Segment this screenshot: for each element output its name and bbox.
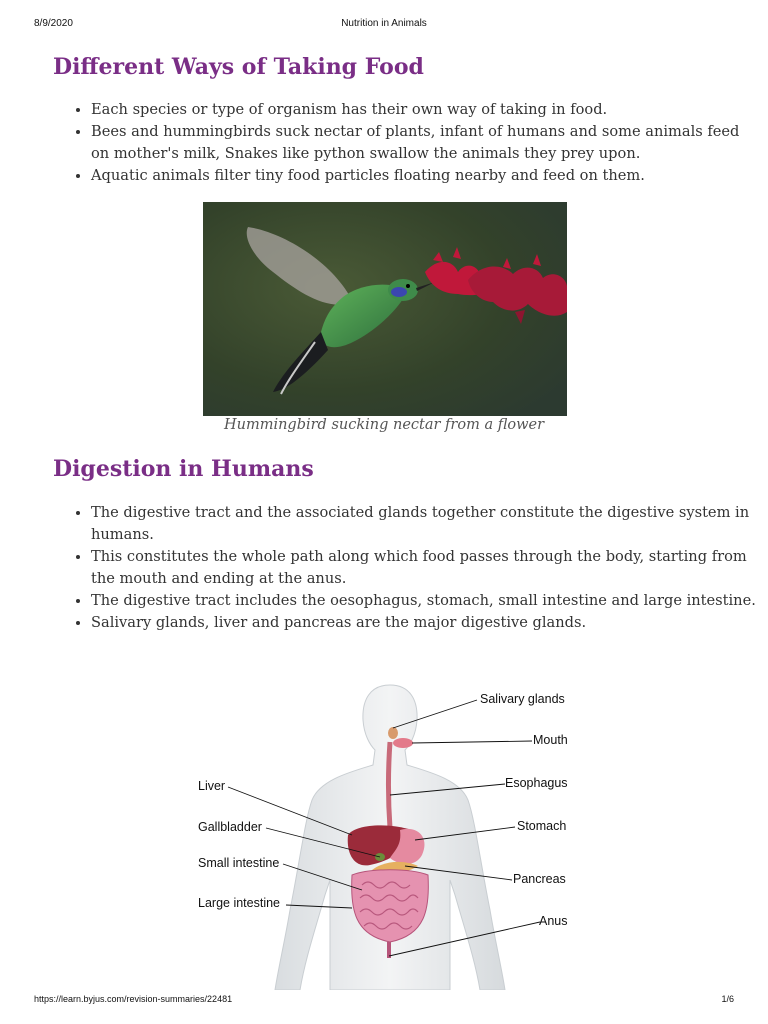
digestive-system-diagram [190,680,590,990]
label-mouth: Mouth [533,733,568,747]
label-salivary-glands: Salivary glands [480,692,565,706]
label-stomach: Stomach [517,819,567,833]
print-title: Nutrition in Animals [341,18,427,29]
list-item: • Aquatic animals filter tiny food particles floating nearby and feed on them. [91,165,761,187]
label-anus: Anus [539,914,568,928]
section-heading-digestion: Digestion in Humans [53,456,314,482]
image-caption: Hummingbird sucking nectar from a flower [223,417,545,433]
hummingbird-image [203,202,567,416]
section-heading-taking-food: Different Ways of Taking Food [53,54,424,80]
label-esophagus: Esophagus [505,776,568,790]
digestion-list [53,502,761,634]
print-date: 8/9/2020 [34,18,73,29]
taking-food-list [53,99,761,187]
page-number: 1/6 [721,994,734,1004]
label-small-intestine: Small intestine [198,856,280,870]
list-item: • This constitutes the whole path along which food passes through the body, starting from the mouth and ending at the anus. [91,546,761,590]
list-item: • The digestive tract includes the oesophagus, stomach, small intestine and large intestine. [91,590,761,612]
list-item: • Bees and hummingbirds suck nectar of plants, infant of humans and some animals feed on mother's milk, Snakes like python swallow the animals they prey upon. [91,121,761,165]
list-item: • Salivary glands, liver and pancreas are the major digestive glands. [91,612,761,634]
list-item: • Each species or type of organism has their own way of taking in food. [91,99,761,121]
label-large-intestine: Large intestine [198,896,281,910]
label-pancreas: Pancreas [513,872,566,886]
source-url: https://learn.byjus.com/revision-summaries/22481 [34,994,233,1004]
label-gallbladder: Gallbladder [198,820,262,834]
label-liver: Liver [198,779,226,793]
list-item: • The digestive tract and the associated glands together constitute the digestive system in humans. [91,502,761,546]
